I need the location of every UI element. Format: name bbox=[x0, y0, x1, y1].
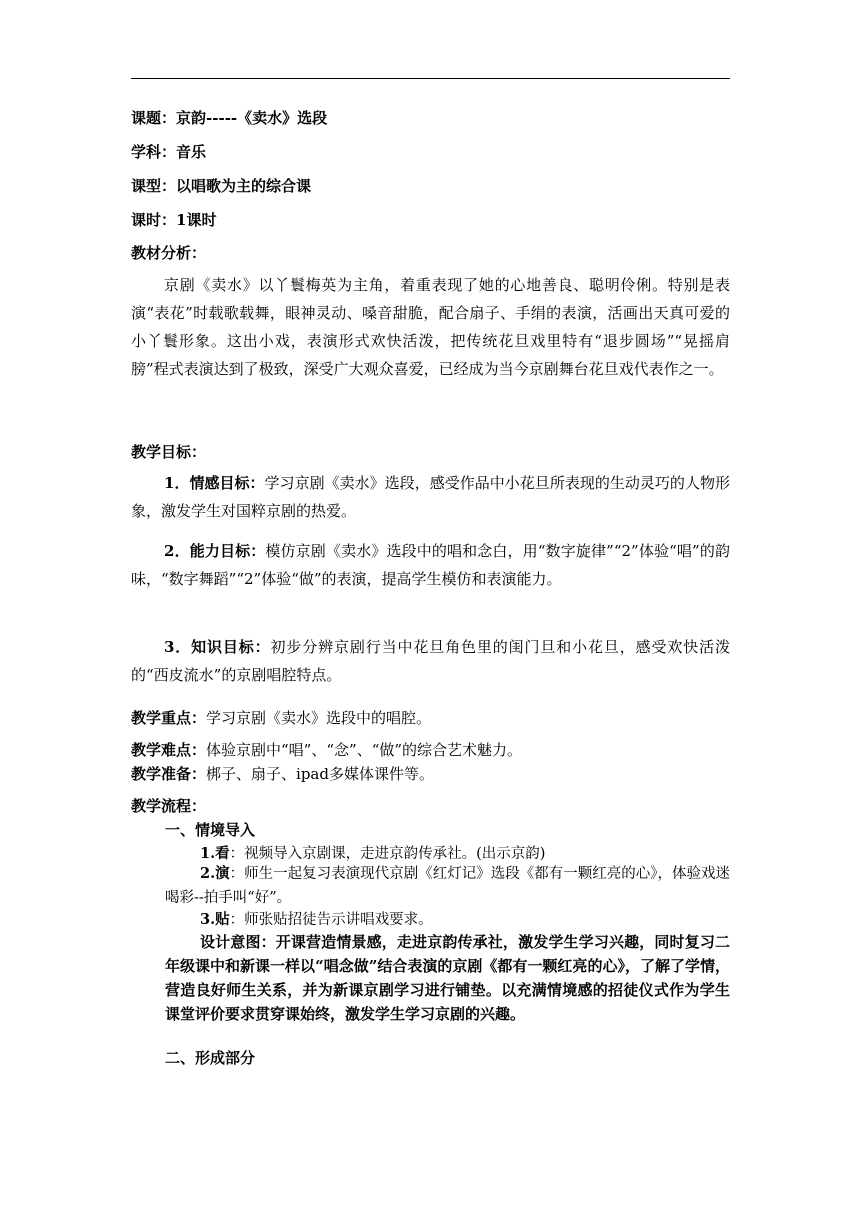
step-3-label: 3.贴 bbox=[200, 911, 230, 928]
type-line bbox=[131, 176, 311, 196]
hours-label: 课时： bbox=[131, 211, 177, 229]
step-1 bbox=[200, 844, 545, 864]
type-label: 课型： bbox=[131, 177, 177, 195]
difficulty-label: 教学难点： bbox=[131, 741, 207, 759]
key-point-line bbox=[131, 708, 431, 728]
step-3 bbox=[200, 910, 433, 930]
prep-text: 梆子、扇子、ipad多媒体课件等。 bbox=[206, 765, 434, 783]
goal-item-2 bbox=[131, 537, 730, 593]
type-value: 以唱歌为主的综合课 bbox=[176, 177, 312, 195]
goal-2-text: 模仿京剧《卖水》选段中的唱和念白，用“数字旋律”“2”体验“唱”的韵味，“数字舞蹈”“2”体验“做”的表演，提高学生模仿和表演能力。 bbox=[131, 542, 730, 588]
process-heading: 教学流程： bbox=[131, 797, 207, 815]
goal-3-label: 3．知识目标： bbox=[164, 638, 271, 656]
goal-3-text: 初步分辨京剧行当中花旦角色里的闺门旦和小花旦，感受欢快活泼的“西皮流水”的京剧唱腔特点。 bbox=[131, 638, 730, 684]
key-point-label: 教学重点： bbox=[131, 709, 207, 727]
difficulty-line bbox=[131, 740, 522, 760]
goal-item-3 bbox=[131, 633, 730, 689]
goals-heading: 教学目标： bbox=[131, 443, 207, 461]
topic-value: 京韵-----《卖水》选段 bbox=[176, 109, 328, 127]
difficulty-text: 体验京剧中“唱”、“念”、“做”的综合艺术魅力。 bbox=[206, 741, 523, 759]
analysis-text: 京剧《卖水》以丫鬟梅英为主角，着重表现了她的心地善良、聪明伶俐。特别是表演“表花”时载歌载舞，眼神灵动、嗓音甜脆，配合扇子、手绢的表演，活画出天真可爱的小丫鬟形象。这出小戏，表演形式欢快活泼，把传统花旦戏里特有“退步圆场”“晃摇肩膀”程式表演达到了极致，深受广大观众喜爱，已经成为当今京剧舞台花旦戏代表作之一。 bbox=[131, 276, 730, 378]
section-2-heading: 二、形成部分 bbox=[165, 1049, 256, 1067]
prep-line bbox=[131, 764, 434, 784]
subject-line bbox=[131, 142, 206, 162]
step-1-text: ：视频导入京剧课，走进京韵传承社。(出示京韵) bbox=[229, 846, 546, 862]
key-point-text: 学习京剧《卖水》选段中的唱腔。 bbox=[206, 709, 432, 727]
analysis-heading: 教材分析： bbox=[131, 244, 207, 262]
hours-line bbox=[131, 210, 216, 230]
goal-1-label: 1．情感目标： bbox=[164, 474, 265, 492]
design-intent: 设计意图：开课营造情景感，走进京韵传承社，激发学生学习兴趣，同时复习二年级课中和新课一样以“唱念做”结合表演的京剧《都有一颗红亮的心》，了解了学情，营造良好师生关系，并为新课京剧学习进行铺垫。以充满情境感的招徒仪式作为学生课堂评价要求贯穿课始终，激发学生学习京剧的兴趣。 bbox=[165, 933, 730, 1023]
goal-2-label: 2．能力目标： bbox=[164, 542, 266, 560]
goal-item-1 bbox=[131, 469, 730, 525]
topic-label: 课题： bbox=[131, 109, 177, 127]
step-1-label: 1.看 bbox=[200, 845, 230, 862]
prep-label: 教学准备： bbox=[131, 765, 207, 783]
step-3-text: ：师张贴招徒告示讲唱戏要求。 bbox=[229, 912, 433, 928]
hours-value: 1课时 bbox=[176, 211, 217, 229]
goal-1-text: 学习京剧《卖水》选段，感受作品中小花旦所表现的生动灵巧的人物形象，激发学生对国粹京剧的热爱。 bbox=[131, 474, 730, 520]
step-2-label: 2.演 bbox=[200, 865, 230, 882]
subject-value: 音乐 bbox=[176, 143, 207, 161]
step-2-text: ：师生一起复习表演现代京剧《红灯记》选段《都有一颗红亮的心》，体验戏迷喝彩--拍手叫“好”。 bbox=[165, 866, 731, 906]
section-1-heading: 一、情境导入 bbox=[165, 821, 256, 839]
subject-label: 学科： bbox=[131, 143, 177, 161]
header-rule bbox=[131, 78, 730, 79]
step-2 bbox=[165, 862, 730, 910]
topic-line bbox=[131, 108, 327, 128]
